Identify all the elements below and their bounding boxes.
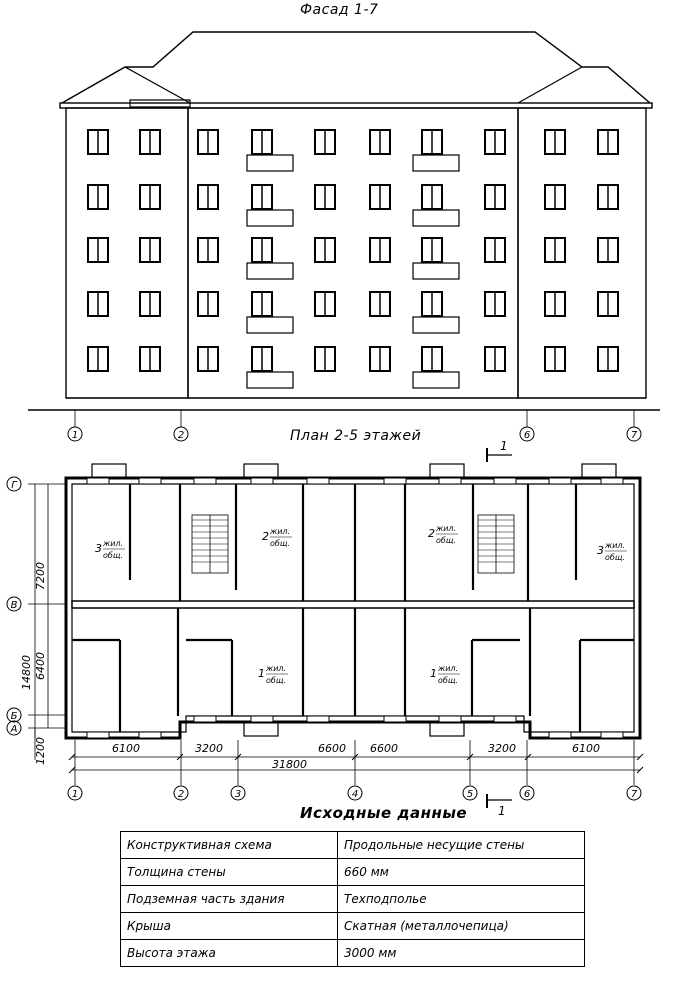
facade-axis-marker-label: 7 (630, 430, 638, 441)
dim-left: 7200 (34, 562, 47, 590)
room-number: 1 (258, 667, 265, 680)
plan-balcony (244, 464, 278, 478)
room-label (597, 541, 627, 562)
plan-window (601, 478, 623, 484)
plan-axis-marker-label: 2 (177, 789, 185, 800)
room-type: жил. (605, 541, 626, 550)
plan-axis-marker-label: 3 (234, 789, 242, 800)
source-data-title: Исходные данные (300, 804, 468, 822)
plan-window (601, 732, 623, 738)
dim-top: 6600 (370, 742, 398, 755)
plan-axis-marker-label: 5 (466, 789, 474, 800)
table-cell-key: Высота этажа (121, 940, 338, 967)
facade-axes (68, 410, 641, 441)
plan-window (439, 478, 461, 484)
room-label (95, 539, 125, 560)
plan-axis-marker-label: 1 (71, 789, 79, 800)
room-number: 2 (262, 530, 269, 543)
room-number: 1 (430, 667, 437, 680)
table-cell-key: Крыша (121, 913, 338, 940)
room-number: 3 (597, 544, 604, 557)
dim-top: 3200 (488, 742, 516, 755)
dim-left: 1200 (34, 737, 47, 765)
facade-roof-hip-right (518, 67, 582, 103)
plan-axis-marker-label: 4 (351, 789, 359, 800)
section-mark-top (487, 439, 512, 462)
facade-balcony (247, 210, 293, 226)
table-row (121, 940, 585, 967)
room-type: общ. (605, 553, 625, 562)
room-type: жил. (270, 527, 291, 536)
facade-wall-right (518, 108, 646, 398)
plan-window (549, 732, 571, 738)
facade-axis-marker-label: 6 (523, 430, 531, 441)
section-mark-top-label: 1 (500, 439, 508, 453)
plan-window (494, 478, 516, 484)
section-mark-bottom-label: 1 (498, 804, 506, 818)
room-type: общ. (266, 676, 286, 685)
plan-balcony (244, 722, 278, 736)
plan-axis-marker-label: 6 (523, 789, 531, 800)
table-row (121, 913, 585, 940)
facade-wall-left (66, 108, 188, 398)
plan-balcony (92, 464, 126, 478)
plan-window (251, 716, 273, 722)
room-label (262, 527, 292, 548)
room-type: жил. (436, 524, 457, 533)
plan-axis-marker-label: 7 (630, 789, 638, 800)
plan-window (439, 716, 461, 722)
plan-title: План 2-5 этажей (290, 428, 422, 444)
plan-window (251, 478, 273, 484)
table-cell-key: Конструктивная схема (121, 832, 338, 859)
facade-balcony (413, 210, 459, 226)
table-row (121, 832, 585, 859)
facade-balcony (413, 263, 459, 279)
plan-window (87, 732, 109, 738)
room-type: общ. (436, 536, 456, 545)
facade-balcony (247, 317, 293, 333)
plan-balcony (582, 464, 616, 478)
dim-left: 14800 (20, 655, 33, 690)
facade-balcony (247, 155, 293, 171)
plan-balcony (430, 464, 464, 478)
facade-balcony (247, 263, 293, 279)
facade-windows (88, 130, 618, 388)
table-cell-value: Продольные несущие стены (338, 832, 585, 859)
plan-window (384, 478, 406, 484)
facade (28, 32, 660, 441)
table-cell-value: 3000 мм (338, 940, 585, 967)
facade-balcony (413, 372, 459, 388)
plan-axis-marker-label: Б (10, 711, 18, 722)
table-cell-key: Подземная часть здания (121, 886, 338, 913)
room-label (430, 664, 460, 685)
room-type: жил. (266, 664, 287, 673)
floor-plan (7, 439, 643, 818)
room-number: 2 (428, 527, 435, 540)
dim-left: 6400 (34, 652, 47, 680)
dim-top: 3200 (195, 742, 223, 755)
plan-window (194, 478, 216, 484)
room-type: общ. (103, 551, 123, 560)
facade-roof-hip-left (125, 67, 190, 103)
plan-bearing-wall (72, 601, 634, 608)
facade-title: Фасад 1-7 (300, 2, 379, 18)
plan-axis-marker-label: В (10, 600, 18, 611)
room-number: 3 (95, 542, 102, 555)
plan-window (139, 732, 161, 738)
dim-top: 6600 (318, 742, 346, 755)
plan-window (494, 716, 516, 722)
dim-total: 31800 (272, 758, 307, 771)
room-type: общ. (270, 539, 290, 548)
facade-axis-marker-label: 2 (177, 430, 185, 441)
facade-wall-center (188, 108, 518, 398)
facade-axis-marker-label: 1 (71, 430, 79, 441)
room-type: жил. (103, 539, 124, 548)
dim-top: 6100 (572, 742, 600, 755)
table-cell-key: Толщина стены (121, 859, 338, 886)
facade-balcony (413, 155, 459, 171)
room-label (258, 664, 288, 685)
room-label (428, 524, 458, 545)
source-data-table (120, 831, 585, 967)
table-cell-value: Скатная (металлочепица) (338, 913, 585, 940)
plan-balcony (430, 722, 464, 736)
facade-balcony (247, 372, 293, 388)
plan-window (549, 478, 571, 484)
table-cell-value: Техподполье (338, 886, 585, 913)
plan-axis-marker-label: Г (11, 480, 17, 491)
section-mark-bottom (487, 794, 512, 818)
room-type: общ. (438, 676, 458, 685)
plan-window (307, 716, 329, 722)
plan-axis-marker-label: А (10, 724, 18, 735)
dim-top: 6100 (112, 742, 140, 755)
table-row (121, 886, 585, 913)
plan-window (87, 478, 109, 484)
plan-window (139, 478, 161, 484)
plan-window (384, 716, 406, 722)
facade-balcony (413, 317, 459, 333)
table-cell-value: 660 мм (338, 859, 585, 886)
plan-window (194, 716, 216, 722)
room-type: жил. (438, 664, 459, 673)
table-row (121, 859, 585, 886)
facade-roof-outline (62, 32, 650, 103)
plan-window (307, 478, 329, 484)
